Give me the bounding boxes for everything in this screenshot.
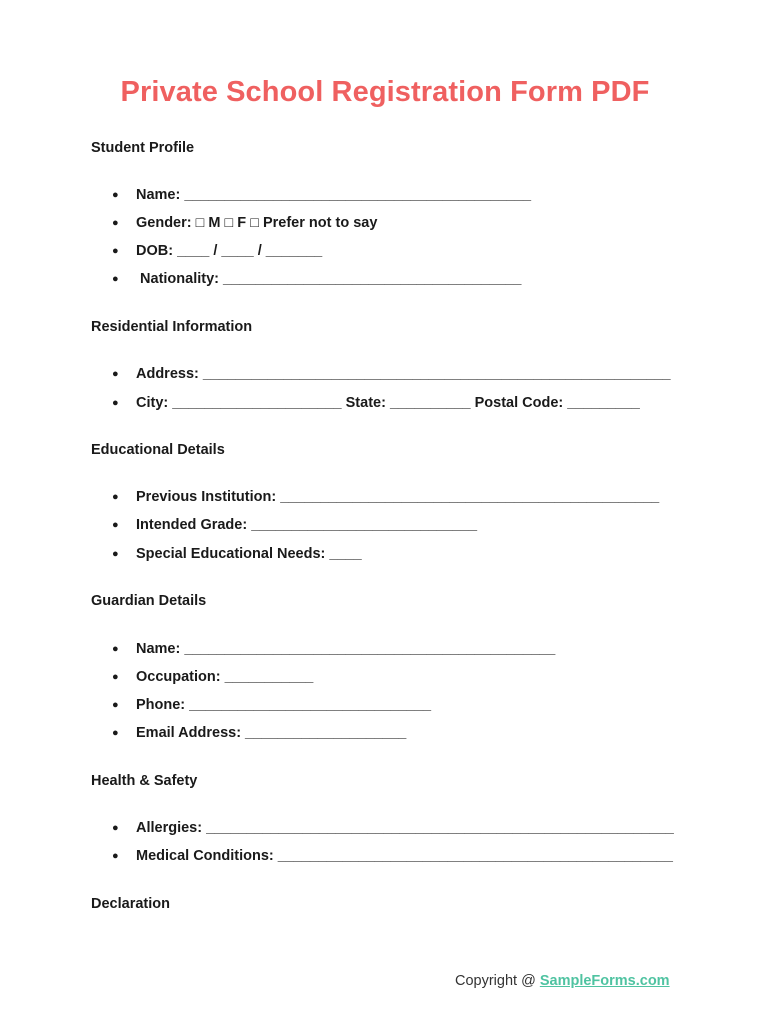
- field-special-needs: ● Special Educational Needs: ____: [112, 546, 362, 562]
- section-heading-declaration: Declaration: [91, 896, 170, 912]
- copyright-text: Copyright @: [455, 973, 540, 989]
- section-heading-residential: Residential Information: [91, 319, 253, 335]
- bullet-icon: ●: [112, 189, 119, 201]
- section-heading-guardian: Guardian Details: [91, 593, 207, 609]
- field-student-nationality: ● Nationality: _____________________________________: [112, 271, 522, 287]
- field-previous-institution: ● Previous Institution: _______________________________________________: [112, 489, 660, 505]
- field-student-dob: ● DOB: ____ / ____ / _______: [112, 243, 323, 259]
- bullet-icon: ●: [112, 727, 119, 739]
- bullet-icon: ●: [112, 643, 119, 655]
- bullet-icon: ●: [112, 368, 119, 380]
- bullet-icon: ●: [112, 699, 119, 711]
- bullet-icon: ●: [112, 217, 119, 229]
- bullet-icon: ●: [112, 822, 119, 834]
- sampleforms-link[interactable]: SampleForms.com: [539, 973, 670, 989]
- field-intended-grade: ● Intended Grade: ____________________________: [112, 517, 478, 533]
- field-guardian-phone: ● Phone: ______________________________: [112, 697, 432, 713]
- field-city-state-postal: ● City: _____________________ State: __________ Postal Code: _________: [112, 395, 640, 411]
- field-allergies: ● Allergies: __________________________________________________________: [112, 820, 674, 836]
- page-title: Private School Registration Form PDF: [120, 76, 650, 108]
- bullet-icon: ●: [112, 519, 119, 531]
- section-heading-student-profile: Student Profile: [91, 140, 195, 156]
- bullet-icon: ●: [112, 491, 119, 503]
- bullet-icon: ●: [112, 548, 119, 560]
- section-heading-educational: Educational Details: [91, 442, 225, 458]
- field-student-gender: ● Gender: □ M □ F □ Prefer not to say: [112, 215, 378, 231]
- bullet-icon: ●: [112, 671, 119, 683]
- field-guardian-name: ● Name: ______________________________________________: [112, 641, 556, 657]
- bullet-icon: ●: [112, 850, 119, 862]
- bullet-icon: ●: [112, 397, 119, 409]
- bullet-icon: ●: [112, 273, 119, 285]
- copyright-footer: [455, 973, 670, 989]
- section-heading-health: Health & Safety: [91, 773, 198, 789]
- bullet-icon: ●: [112, 245, 119, 257]
- field-medical-conditions: ● Medical Conditions: _________________________________________________: [112, 848, 673, 864]
- field-address: ● Address: __________________________________________________________: [112, 366, 671, 382]
- field-guardian-email: ● Email Address: ____________________: [112, 725, 407, 741]
- field-student-name: ● Name: ___________________________________________: [112, 187, 532, 203]
- field-guardian-occupation: ● Occupation: ___________: [112, 669, 314, 685]
